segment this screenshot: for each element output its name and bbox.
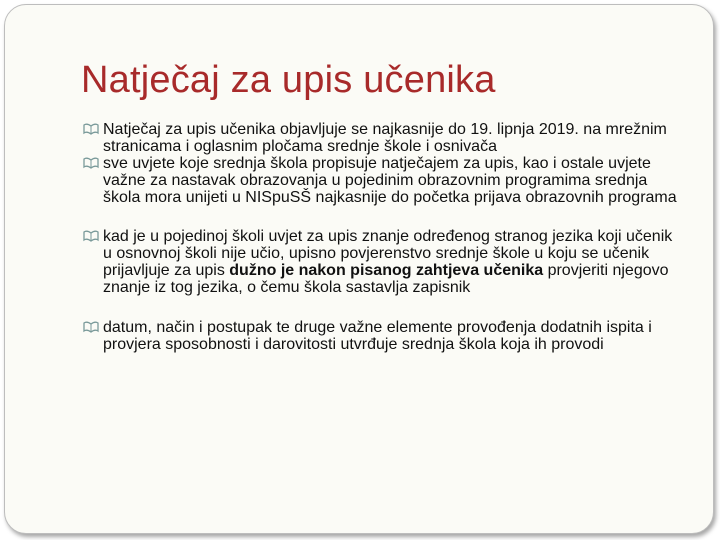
bullet-text: provjeriti njegovo znanje iz tog jezika, o čemu škola sastavlja zapisnik bbox=[103, 262, 669, 296]
bullet-text: sve uvjete koje srednja škola propisuje natječajem za upis, kao i ostale uvjete važne za nastavak obrazovanja u pojedinim obrazovnim programima srednja škola mora unijeti u NISpuSŠ najkasnije do početka prijava obrazovnih programa bbox=[103, 155, 677, 206]
bullet-text: Natječaj za upis učenika objavljuje se najkasnije do 19. lipnja 2019. na mrežnim stranicama i oglasnim pločama srednje škole i osnivača bbox=[103, 121, 667, 155]
open-book-icon bbox=[83, 229, 99, 243]
bullet-text: kad je u pojedinoj školi uvjet za upis znanje određenog stranog jezika koji učenik u osnovnoj školi nije učio, upisno povjerenstvo srednje škole u koju se učenik prijavljuje za upis bbox=[103, 228, 673, 279]
bullet-item bbox=[83, 319, 683, 353]
slide-title: Natječaj za upis učenika bbox=[81, 59, 496, 101]
bullet-item bbox=[83, 155, 683, 206]
bullet-item bbox=[83, 228, 683, 296]
open-book-icon bbox=[83, 122, 99, 136]
open-book-icon bbox=[83, 320, 99, 334]
bullet-item bbox=[83, 121, 683, 155]
bullet-text: datum, način i postupak te druge važne elemente provođenja dodatnih ispita i provjera sposobnosti i darovitosti utvrđuje srednja škola koja ih provodi bbox=[103, 319, 652, 353]
bullet-bold-text: dužno je nakon pisanog zahtjeva učenika bbox=[229, 262, 544, 279]
bullet-list bbox=[83, 121, 683, 353]
slide bbox=[4, 4, 714, 534]
open-book-icon bbox=[83, 156, 99, 170]
